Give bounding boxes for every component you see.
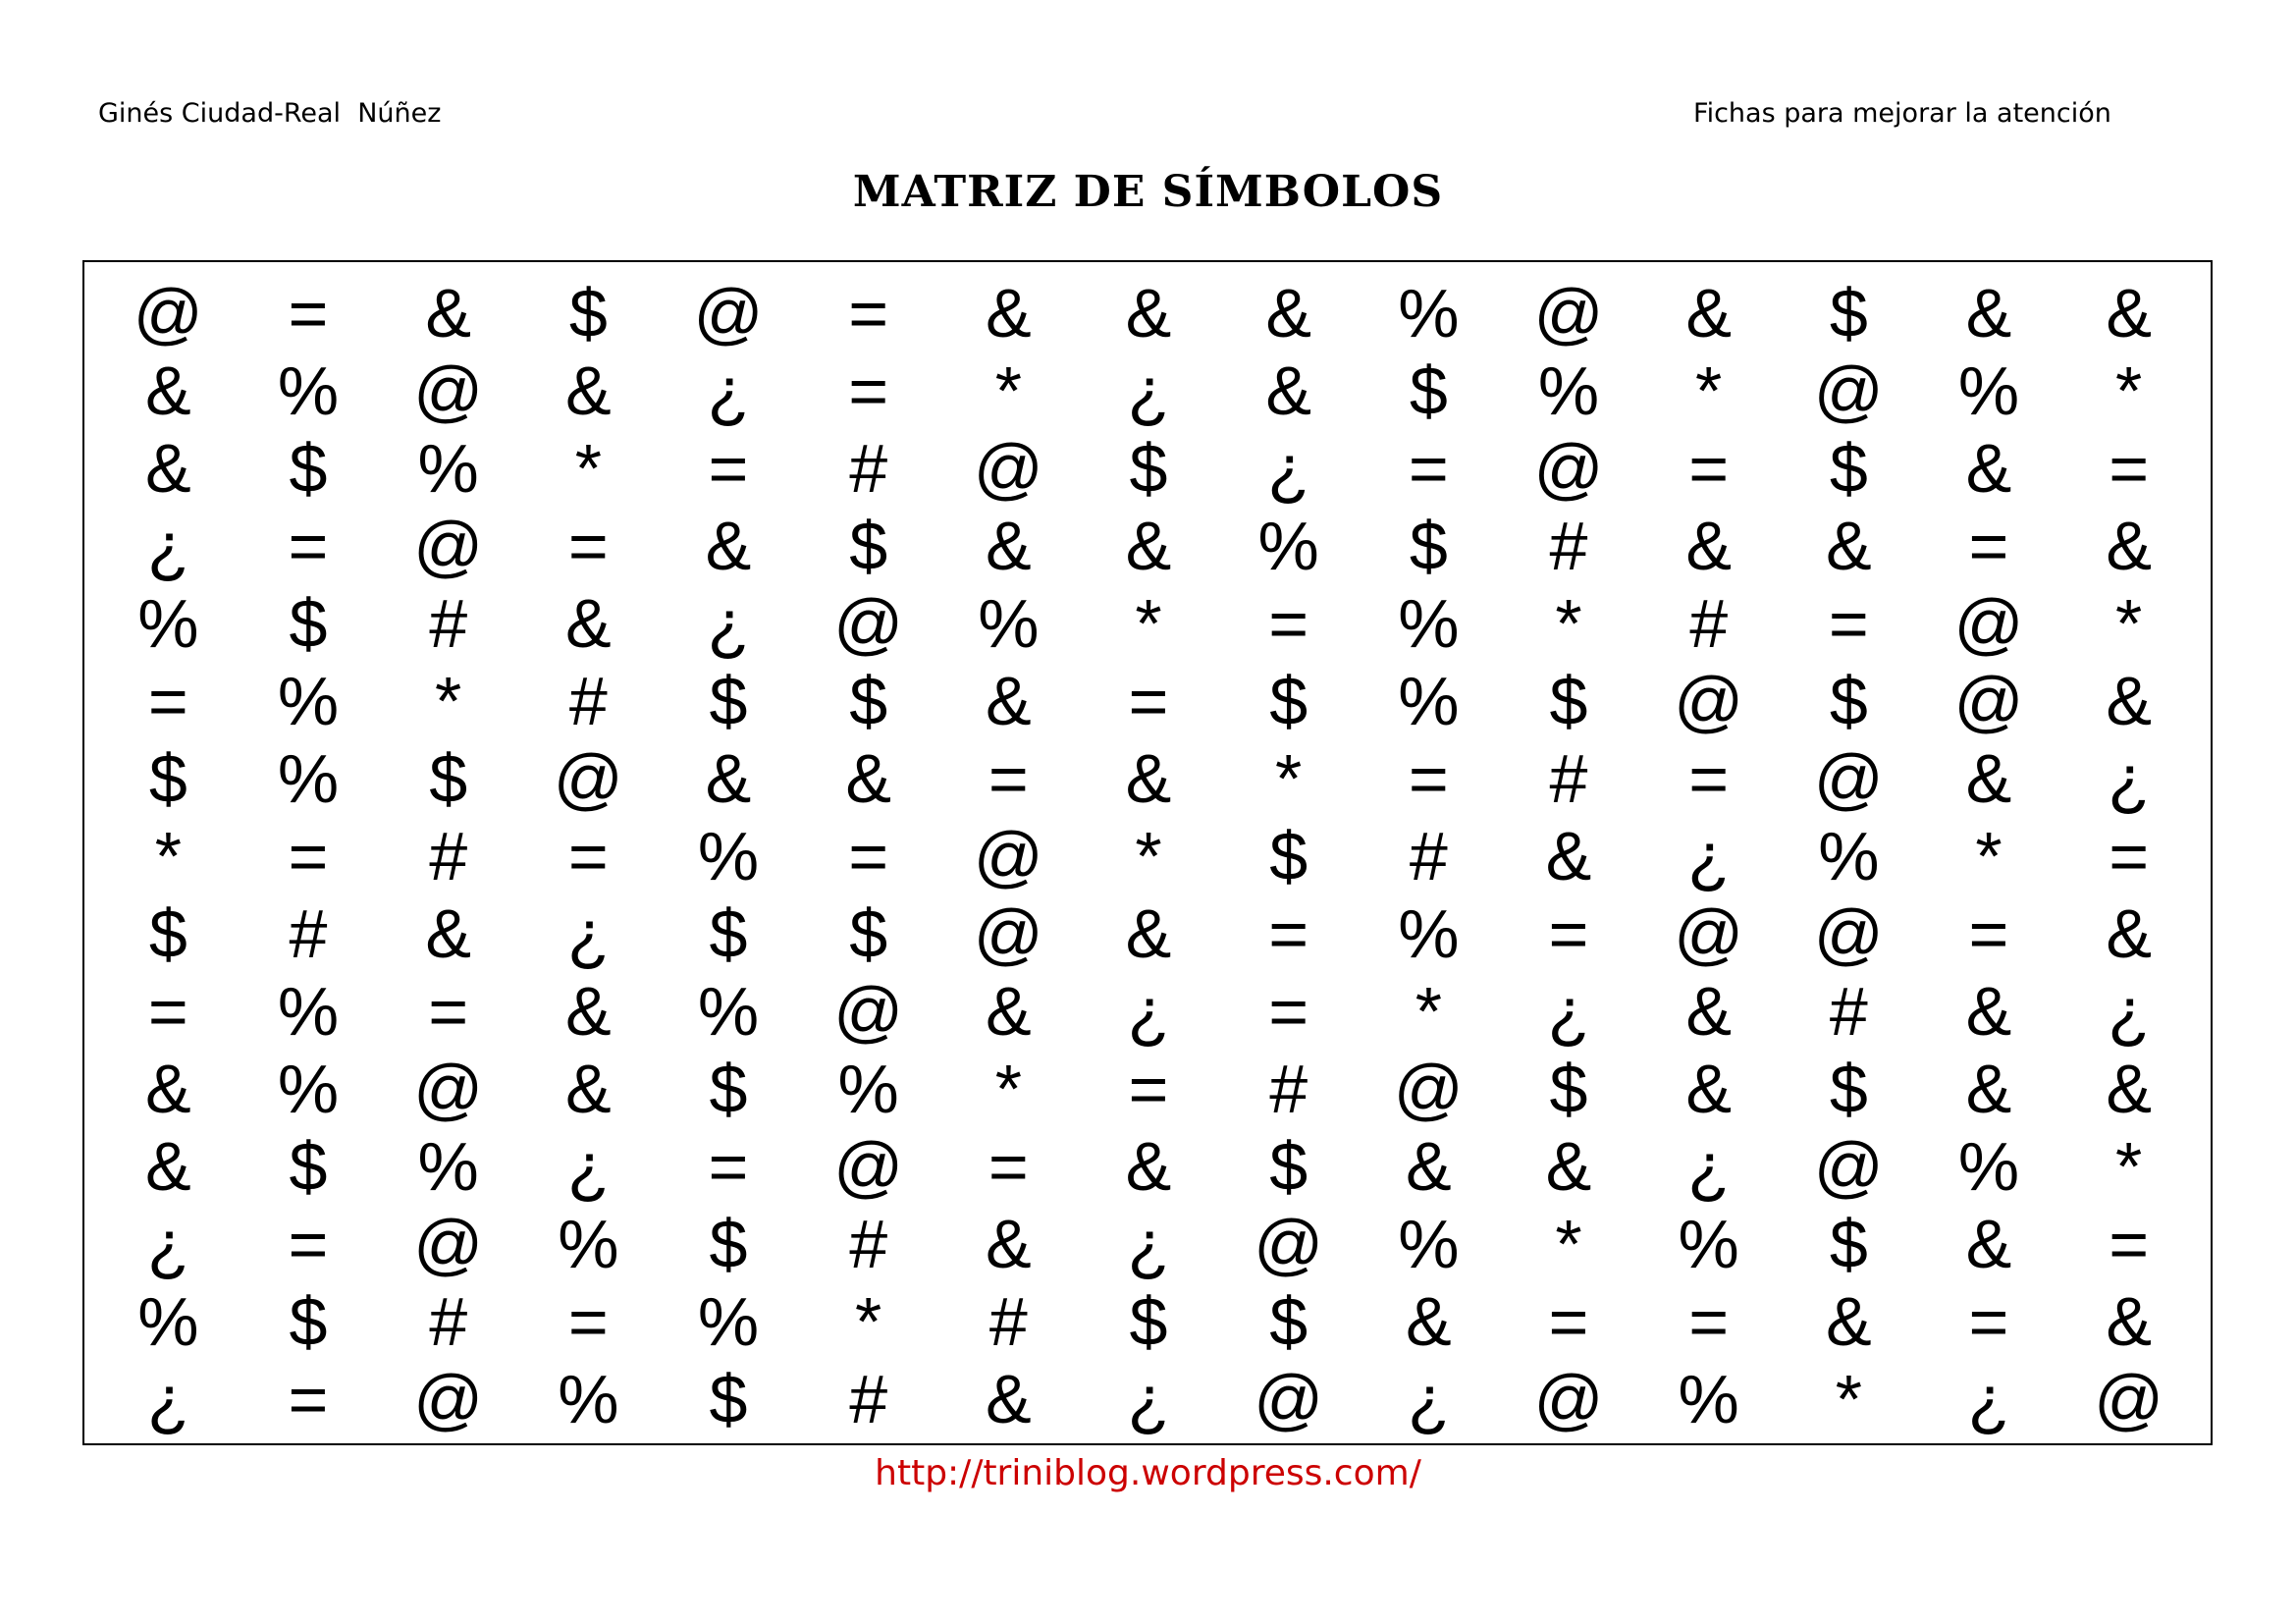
symbol-cell: = [147, 973, 188, 1051]
symbol-cell: & [985, 1206, 1032, 1283]
symbol-cell: # [988, 1283, 1028, 1361]
symbol-cell: * [1275, 739, 1303, 817]
symbol-cell: % [1257, 507, 1319, 584]
symbol-cell: ¿ [1127, 973, 1170, 1051]
symbol-cell: & [1685, 507, 1733, 584]
symbol-cell: $ [709, 1051, 748, 1128]
symbol-cell: = [848, 274, 889, 352]
symbol-cell: ¿ [2108, 973, 2151, 1051]
symbol-cell: % [697, 817, 760, 894]
symbol-cell: @ [413, 1206, 484, 1283]
symbol-cell: % [137, 1283, 199, 1361]
symbol-cell: @ [833, 584, 904, 662]
worksheet-subtitle: Fichas para mejorar la atención [1693, 98, 2111, 129]
symbol-cell: # [849, 429, 888, 507]
symbol-cell: # [1269, 1051, 1308, 1128]
symbol-cell: = [567, 507, 609, 584]
symbol-cell: $ [709, 895, 748, 973]
symbol-cell: & [1685, 973, 1733, 1051]
symbol-cell: # [429, 817, 468, 894]
symbol-cell: * [1135, 817, 1162, 894]
symbol-cell: = [1968, 895, 2009, 973]
symbol-cell: = [2109, 429, 2150, 507]
symbol-cell: $ [849, 507, 888, 584]
symbol-cell: @ [973, 895, 1043, 973]
symbol-cell: = [1688, 739, 1730, 817]
symbol-cell: & [705, 507, 752, 584]
author-name: Ginés Ciudad-Real Núñez [98, 98, 442, 129]
symbol-cell: @ [413, 1361, 484, 1438]
symbol-cell: $ [1829, 662, 1868, 739]
symbol-cell: @ [1393, 1051, 1464, 1128]
symbol-cell: % [277, 739, 340, 817]
symbol-cell: % [1537, 352, 1600, 429]
symbol-cell: ¿ [1127, 1361, 1170, 1438]
symbol-cell: ¿ [1407, 1361, 1450, 1438]
symbol-cell: & [985, 973, 1032, 1051]
symbol-cell: % [1678, 1361, 1739, 1438]
symbol-cell: & [144, 352, 191, 429]
symbol-cell: * [1415, 973, 1442, 1051]
symbol-cell: & [1545, 817, 1592, 894]
symbol-cell: @ [1674, 662, 1744, 739]
symbol-cell: * [1555, 1206, 1582, 1283]
symbol-cell: & [1685, 274, 1733, 352]
symbol-cell: $ [1269, 662, 1308, 739]
symbol-cell: @ [1813, 1128, 1884, 1206]
symbol-cell: % [277, 973, 340, 1051]
symbol-cell: $ [1829, 274, 1868, 352]
symbol-cell: & [1545, 1128, 1592, 1206]
symbol-cell: @ [833, 973, 904, 1051]
symbol-cell: & [1825, 1283, 1872, 1361]
symbol-cell: @ [2094, 1361, 2164, 1438]
symbol-cell: * [435, 662, 462, 739]
symbol-cell: % [277, 662, 340, 739]
symbol-cell: % [1957, 352, 2020, 429]
symbol-cell: $ [1269, 1128, 1308, 1206]
symbol-cell: & [2106, 1051, 2153, 1128]
symbol-cell: % [417, 429, 479, 507]
symbol-cell: # [849, 1206, 888, 1283]
symbol-cell: @ [413, 1051, 484, 1128]
symbol-cell: & [2106, 507, 2153, 584]
symbol-cell: & [2106, 662, 2153, 739]
symbol-cell: * [2115, 1128, 2143, 1206]
symbol-cell: & [1825, 507, 1872, 584]
symbol-cell: $ [1549, 662, 1588, 739]
symbol-cell: $ [289, 584, 328, 662]
symbol-cell: & [1125, 274, 1172, 352]
symbol-cell: & [1965, 429, 2012, 507]
symbol-cell: $ [289, 1283, 328, 1361]
symbol-cell: @ [1813, 352, 1884, 429]
symbol-cell: % [1398, 895, 1460, 973]
symbol-cell: & [1965, 1051, 2012, 1128]
symbol-cell: * [1835, 1361, 1862, 1438]
symbol-cell: % [1398, 584, 1460, 662]
symbol-cell: # [1549, 507, 1588, 584]
symbol-cell: = [1828, 584, 1869, 662]
symbol-cell: = [1548, 1283, 1589, 1361]
symbol-cell: $ [568, 274, 608, 352]
symbol-cell: $ [1409, 352, 1448, 429]
symbol-cell: @ [1533, 274, 1604, 352]
symbol-cell: ¿ [566, 1128, 610, 1206]
symbol-cell: ¿ [1127, 1206, 1170, 1283]
symbol-cell: & [1965, 973, 2012, 1051]
symbol-cell: @ [1533, 429, 1604, 507]
symbol-cell: @ [1813, 895, 1884, 973]
symbol-cell: # [849, 1361, 888, 1438]
symbol-cell: ¿ [1967, 1361, 2010, 1438]
symbol-cell: & [425, 274, 472, 352]
symbol-cell: = [1688, 429, 1730, 507]
symbol-cell: * [1975, 817, 2002, 894]
symbol-cell: % [277, 352, 340, 429]
symbol-cell: & [564, 584, 612, 662]
symbol-cell: @ [693, 274, 764, 352]
symbol-cell: ¿ [146, 507, 189, 584]
symbol-cell: @ [1953, 662, 2024, 739]
symbol-cell: $ [289, 1128, 328, 1206]
symbol-cell: $ [709, 1206, 748, 1283]
symbol-cell: = [567, 817, 609, 894]
symbol-cell: & [985, 274, 1032, 352]
blog-link[interactable]: http://triniblog.wordpress.com/ [875, 1453, 1421, 1493]
symbol-cell: $ [429, 739, 468, 817]
symbol-cell: * [2115, 352, 2143, 429]
symbol-grid [98, 274, 2199, 1438]
symbol-cell: % [558, 1361, 619, 1438]
symbol-cell: @ [1533, 1361, 1604, 1438]
symbol-cell: & [985, 1361, 1032, 1438]
symbol-cell: ¿ [2108, 739, 2151, 817]
symbol-cell: = [288, 1361, 329, 1438]
symbol-cell: & [1125, 507, 1172, 584]
symbol-cell: & [2106, 274, 2153, 352]
symbol-cell: ¿ [707, 352, 750, 429]
symbol-cell: ¿ [566, 895, 610, 973]
symbol-cell: & [1265, 274, 1312, 352]
symbol-cell: @ [1254, 1361, 1324, 1438]
symbol-cell: @ [1254, 1206, 1324, 1283]
symbol-cell: = [2109, 1206, 2150, 1283]
symbol-cell: = [1548, 895, 1589, 973]
symbol-cell: ¿ [707, 584, 750, 662]
symbol-cell: @ [413, 352, 484, 429]
symbol-cell: @ [1953, 584, 2024, 662]
symbol-cell: % [1398, 274, 1460, 352]
symbol-cell: # [1829, 973, 1868, 1051]
symbol-cell: = [1968, 507, 2009, 584]
symbol-cell: * [1135, 584, 1162, 662]
symbol-cell: = [708, 429, 749, 507]
symbol-cell: % [837, 1051, 899, 1128]
symbol-cell: * [1555, 584, 1582, 662]
symbol-cell: & [2106, 1283, 2153, 1361]
symbol-cell: & [564, 973, 612, 1051]
symbol-cell: # [1409, 817, 1448, 894]
symbol-cell: $ [709, 1361, 748, 1438]
symbol-cell: = [1128, 662, 1169, 739]
symbol-cell: % [558, 1206, 619, 1283]
symbol-cell: $ [709, 662, 748, 739]
symbol-cell: & [144, 1051, 191, 1128]
symbol-cell: = [288, 817, 329, 894]
symbol-cell: = [288, 274, 329, 352]
symbol-cell: $ [1409, 507, 1448, 584]
symbol-cell: = [1128, 1051, 1169, 1128]
symbol-cell: $ [1549, 1051, 1588, 1128]
symbol-cell: = [848, 817, 889, 894]
symbol-cell: $ [1269, 1283, 1308, 1361]
symbol-cell: ¿ [1127, 352, 1170, 429]
symbol-cell: & [1965, 1206, 2012, 1283]
symbol-cell: # [429, 1283, 468, 1361]
symbol-cell: ¿ [1687, 1128, 1731, 1206]
symbol-cell: * [994, 352, 1022, 429]
symbol-cell: # [568, 662, 608, 739]
symbol-cell: % [1398, 1206, 1460, 1283]
symbol-cell: $ [1829, 1051, 1868, 1128]
symbol-cell: & [564, 352, 612, 429]
symbol-cell: # [429, 584, 468, 662]
symbol-cell: $ [1129, 429, 1168, 507]
symbol-cell: @ [973, 817, 1043, 894]
symbol-cell: & [985, 662, 1032, 739]
symbol-cell: & [425, 895, 472, 973]
symbol-cell: ¿ [146, 1206, 189, 1283]
symbol-cell: * [855, 1283, 882, 1361]
symbol-cell: = [567, 1283, 609, 1361]
symbol-cell: = [708, 1128, 749, 1206]
symbol-cell: % [1957, 1128, 2020, 1206]
symbol-cell: = [1688, 1283, 1730, 1361]
symbol-cell: = [288, 1206, 329, 1283]
symbol-cell: & [705, 739, 752, 817]
symbol-cell: % [417, 1128, 479, 1206]
symbol-cell: & [1265, 352, 1312, 429]
symbol-cell: & [564, 1051, 612, 1128]
symbol-cell: @ [413, 507, 484, 584]
symbol-cell: = [1268, 895, 1309, 973]
symbol-cell: * [574, 429, 602, 507]
symbol-cell: & [1125, 739, 1172, 817]
symbol-cell: $ [1269, 817, 1308, 894]
page-title: MATRIZ DE SÍMBOLOS [852, 167, 1444, 217]
symbol-cell: & [1685, 1051, 1733, 1128]
symbol-cell: ¿ [1267, 429, 1310, 507]
symbol-cell: * [154, 817, 182, 894]
symbol-cell: ¿ [1547, 973, 1590, 1051]
symbol-cell: = [1268, 584, 1309, 662]
symbol-cell: & [1965, 739, 2012, 817]
symbol-cell: = [988, 1128, 1029, 1206]
symbol-cell: @ [1813, 739, 1884, 817]
symbol-cell: = [147, 662, 188, 739]
symbol-cell: = [428, 973, 469, 1051]
symbol-cell: @ [1674, 895, 1744, 973]
symbol-cell: = [288, 507, 329, 584]
symbol-cell: ¿ [1687, 817, 1731, 894]
symbol-cell: @ [973, 429, 1043, 507]
symbol-cell: = [1968, 1283, 2009, 1361]
symbol-cell: = [2109, 817, 2150, 894]
symbol-cell: % [697, 1283, 760, 1361]
symbol-cell: & [1125, 895, 1172, 973]
symbol-cell: $ [1129, 1283, 1168, 1361]
symbol-cell: & [845, 739, 892, 817]
symbol-cell: & [985, 507, 1032, 584]
symbol-cell: $ [849, 662, 888, 739]
symbol-cell: % [697, 973, 760, 1051]
symbol-cell: & [1405, 1128, 1452, 1206]
symbol-cell: & [144, 1128, 191, 1206]
symbol-cell: $ [1829, 1206, 1868, 1283]
symbol-cell: # [289, 895, 328, 973]
symbol-cell: ¿ [146, 1361, 189, 1438]
symbol-cell: % [1398, 662, 1460, 739]
symbol-cell: & [1405, 1283, 1452, 1361]
symbol-cell: & [2106, 895, 2153, 973]
symbol-cell: = [1268, 973, 1309, 1051]
symbol-cell: & [144, 429, 191, 507]
symbol-cell: & [1125, 1128, 1172, 1206]
symbol-cell: % [137, 584, 199, 662]
symbol-cell: % [1678, 1206, 1739, 1283]
symbol-cell: % [978, 584, 1040, 662]
symbol-cell: @ [133, 274, 203, 352]
symbol-cell: # [1689, 584, 1729, 662]
symbol-cell: $ [849, 895, 888, 973]
symbol-cell: = [848, 352, 889, 429]
symbol-cell: $ [148, 895, 187, 973]
symbol-cell: * [994, 1051, 1022, 1128]
symbol-cell: = [1408, 429, 1449, 507]
symbol-cell: % [277, 1051, 340, 1128]
symbol-cell: # [1549, 739, 1588, 817]
symbol-cell: * [2115, 584, 2143, 662]
symbol-cell: % [1818, 817, 1880, 894]
symbol-matrix [82, 260, 2213, 1445]
symbol-cell: @ [833, 1128, 904, 1206]
symbol-cell: $ [1829, 429, 1868, 507]
symbol-cell: = [1408, 739, 1449, 817]
symbol-cell: @ [553, 739, 623, 817]
symbol-cell: $ [148, 739, 187, 817]
symbol-cell: = [988, 739, 1029, 817]
symbol-cell: $ [289, 429, 328, 507]
symbol-cell: * [1695, 352, 1723, 429]
symbol-cell: & [1965, 274, 2012, 352]
